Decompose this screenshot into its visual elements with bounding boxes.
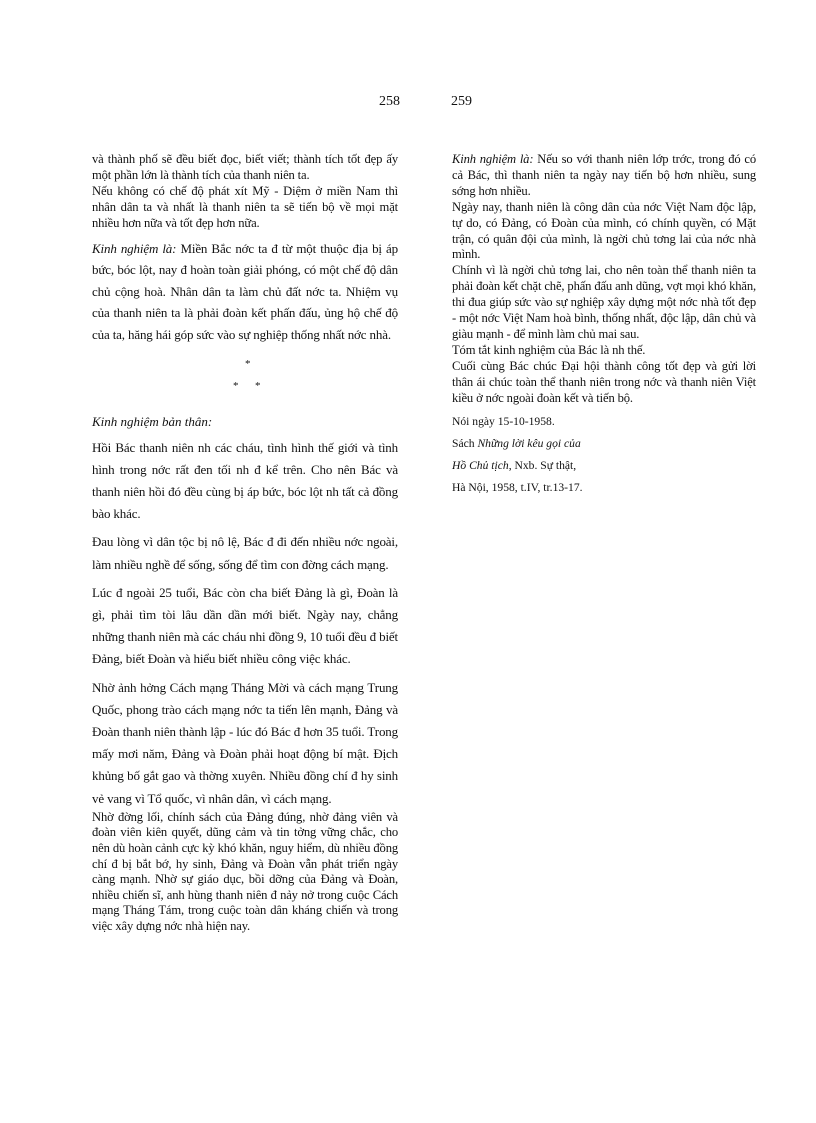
citation-source-title: Những lời kêu gọi của xyxy=(477,436,581,450)
citation-date: Nói ngày 15-10-1958. xyxy=(452,414,555,428)
kinh-nghiem-label: Kinh nghiệm là: xyxy=(452,152,534,166)
citation-source-prefix: Sách xyxy=(452,436,478,450)
section-divider-stars xyxy=(92,345,398,399)
kinh-nghiem-label: Kinh nghiệm là: xyxy=(92,240,177,256)
right-column xyxy=(452,152,756,499)
paragraph: Chính vì là ngời chủ tơng lai, cho nên toàn thể thanh niên ta phải đoàn kết chặt chẽ, phấn đấu anh dũng, vợt mọi khó khăn, thi đua giúp sức vào sự nghiệp xây dựng một nớc nhà tốt đẹp - một nớc Việt Nam hoà bình, thống nhất, độc lập, dân chủ và giàu mạnh - để mình làm chủ mai sau. xyxy=(452,263,756,341)
paragraph-intro xyxy=(452,152,756,200)
paragraph: Ngày nay, thanh niên là công dân của nớc Việt Nam độc lập, tự do, có Đảng, có Đoàn của mình, có chính quyền, có Mặt trận, có quân đội của mình, là ngời chủ tơng lai của nớc nhà mình. xyxy=(452,199,756,262)
left-column xyxy=(92,152,398,935)
citation-place: Hà Nội, 1958, t.IV, tr.13-17. xyxy=(452,480,583,494)
citation-source xyxy=(452,433,756,455)
paragraph: Đau lòng vì dân tộc bị nô lệ, Bác đ đi đến nhiều nớc ngoài, làm nhiều nghề để sống, sống để tìm con đờng cách mạng. xyxy=(92,534,398,572)
paragraph: Cuối cùng Bác chúc Đại hội thành công tốt đẹp và gửi lời thân ái chúc toàn thể thanh niên trong nớc và thanh niên Việt kiều ở nớc ngoài đoàn kết và tiến bộ. xyxy=(452,358,756,405)
paragraph-kinh-nghiem xyxy=(92,238,398,346)
intro-text: Nếu so với thanh niên lớp trớc, trong đó có cả Bác, thì thanh niên ta ngày nay tiến bộ hơn nhiều, sung sớng hơn nhiều. xyxy=(452,152,756,198)
paragraph: Nhờ đờng lối, chính sách của Đảng đúng, nhờ đảng viên và đoàn viên kiên quyết, dũng cảm và tin tởng vững chắc, cho nên dù hoàn cảnh cực kỳ khó khăn, nguy hiểm, dù nhiều đồng chí đ bị bắt bớ, hy sinh, Đảng và Đoàn vẫn phát triển ngày càng mạnh. Nhờ sự giáo dục, bồi dỡng của Đảng và Đoàn, nhiều chiến sĩ, anh hùng thanh niên đ nảy nở trong cuộc Cách mạng Tháng Tám, trong cuộc toàn dân kháng chiến và trong việc xây dựng nớc nhà hiện nay. xyxy=(92,809,398,934)
paragraph: Hồi Bác thanh niên nh các cháu, tình hình thế giới và tình hình trong nớc rất đen tối nh đ kể trên. Cho nên Bác và thanh niên hồi đó đều cùng bị áp bức, bóc lột nh tất cả đồng bào khác. xyxy=(92,439,398,522)
star-ornament: * xyxy=(233,380,239,393)
paragraph: và thành phố sẽ đều biết đọc, biết viết; thành tích tốt đẹp ấy một phần lớn là thành tích của thanh niên ta. xyxy=(92,152,398,182)
citation xyxy=(452,411,756,499)
paragraph: Lúc đ ngoài 25 tuổi, Bác còn cha biết Đảng là gì, Đoàn là gì, phải tìm tòi lâu dần dần mới biết. Ngày nay, chẳng những thanh niên mà các cháu nhi đồng 9, 10 tuổi đều đ biết Đảng, biết Đoàn và hiểu biết nhiều công việc khác. xyxy=(92,584,398,667)
citation-source-title: Hồ Chủ tịch xyxy=(452,458,509,472)
citation-source-cont xyxy=(452,455,756,477)
citation-publisher: , Nxb. Sự thật, xyxy=(508,458,577,472)
section-heading: Kinh nghiệm bản thân: xyxy=(92,414,213,430)
page-number-right: 259 xyxy=(451,94,472,109)
section-body xyxy=(92,437,398,810)
paragraph: Nhờ ảnh hởng Cách mạng Tháng Mời và cách mạng Trung Quốc, phong trào cách mạng nớc ta tiến lên mạnh, Đảng và Đoàn thanh niên thành lập - lúc đó Bác đ hơn 35 tuổi. Trong mấy mơi năm, Đảng và Đoàn phải hoạt động bí mật. Địch khủng bố gắt gao và thờng xuyên. Nhiều đồng chí đ hy sinh vẻ vang vì Tổ quốc, vì nhân dân, vì cách mạng. xyxy=(92,679,398,806)
paragraph: Nếu không có chế độ phát xít Mỹ - Diệm ở miền Nam thì nhân dân ta và nhất là thanh niên ta sẽ tiến bộ về mọi mặt nhiều hơn nữa và tốt đẹp hơn nữa. xyxy=(92,183,398,230)
kinh-nghiem-text: Miền Bắc nớc ta đ từ một thuộc địa bị áp bức, bóc lột, nay đ hoàn toàn giải phóng, có một chế độ dân chủ cộng hoà. Nhân dân ta làm chủ đất nớc ta. Nhiệm vụ của thanh niên ta là phải đoàn kết phấn đấu, ủng hộ chế độ của ta, hăng hái góp sức vào sự nghiệp thống nhất nớc nhà. xyxy=(92,240,398,342)
star-ornament: * xyxy=(255,380,261,393)
star-ornament: * xyxy=(245,358,251,371)
page-number-left: 258 xyxy=(379,94,400,109)
paragraph: Tóm tắt kinh nghiệm của Bác là nh thế. xyxy=(452,342,646,357)
closing-body xyxy=(92,810,398,935)
